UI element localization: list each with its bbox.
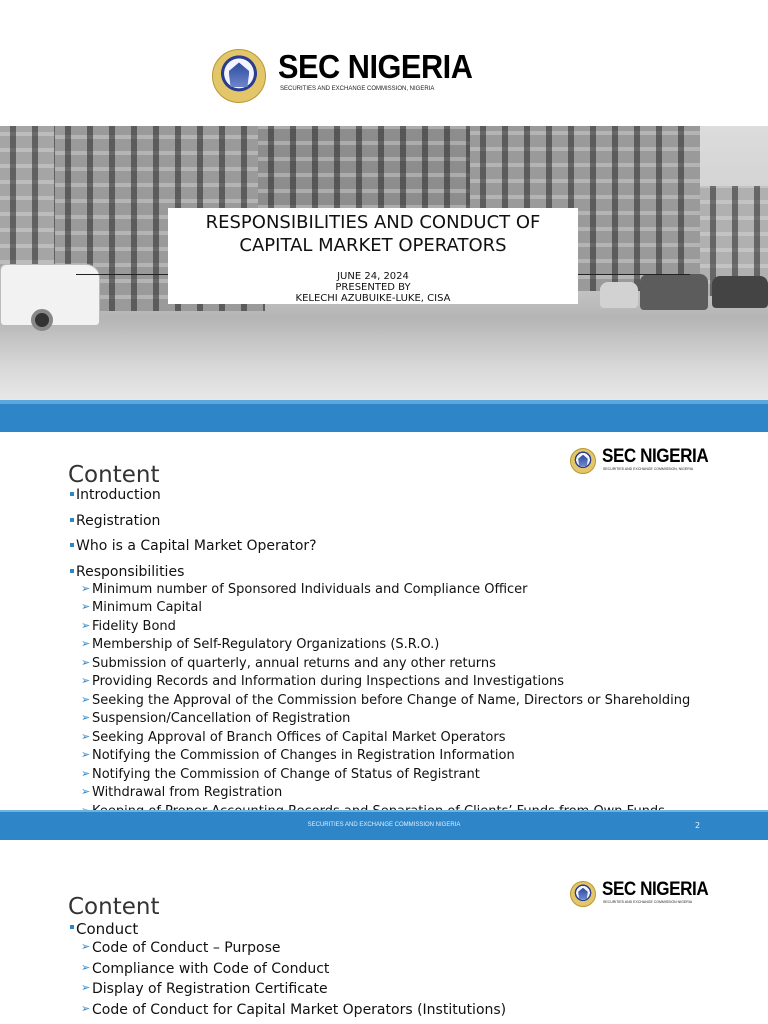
- bullet-list: [70, 920, 506, 1022]
- arrow-bullet-icon: ➢: [81, 692, 91, 706]
- sec-seal-icon: [570, 448, 596, 474]
- sub-list-item: ➢ Membership of Self-Regulatory Organizations (S.R.O.): [81, 637, 440, 652]
- bullet-list: [70, 487, 690, 841]
- title-line-1: RESPONSIBILITIES AND CONDUCT OF: [205, 212, 541, 233]
- sub-list-item: ➢ Minimum Capital: [81, 600, 202, 615]
- arrow-bullet-icon: ➢: [81, 618, 91, 632]
- slide-footer: [0, 810, 768, 840]
- sub-list-item: ➢ Seeking Approval of Branch Offices of Capital Market Operators: [81, 729, 506, 745]
- arrow-bullet-icon: ➢: [81, 785, 91, 798]
- arrow-bullet-icon: ➢: [81, 637, 91, 650]
- logo-subtitle: SECURITIES AND EXCHANGE COMMISSION NIGERIA: [603, 900, 693, 904]
- slide-heading: Content: [68, 462, 160, 488]
- title-slide: [0, 0, 768, 432]
- list-item: Introduction: [70, 487, 690, 513]
- list-item: Who is a Capital Market Operator?: [70, 538, 690, 564]
- logo-title: SEC NIGERIA: [602, 446, 709, 467]
- sec-seal-icon: [212, 49, 266, 103]
- logo-subtitle: SECURITIES AND EXCHANGE COMMISSION, NIGERIA: [280, 86, 435, 92]
- arrow-bullet-icon: ➢: [81, 655, 91, 669]
- sub-list-item: ➢ Providing Records and Information during Inspections and Investigations: [81, 674, 565, 689]
- sub-list-item: ➢ Code of Conduct – Purpose: [81, 940, 281, 956]
- blue-band: [0, 400, 768, 432]
- sub-list-item: ➢ Withdrawal from Registration: [81, 785, 283, 800]
- sec-seal-icon: [570, 881, 596, 907]
- list-item: Registration: [70, 513, 690, 539]
- content-slide-2: [0, 868, 768, 1024]
- logo-subtitle: SECURITIES AND EXCHANGE COMMISSION, NIGERIA: [603, 467, 694, 471]
- presentation-title: [168, 211, 578, 257]
- logo-title: SEC NIGERIA: [602, 879, 709, 900]
- sub-list-item: ➢ Suspension/Cancellation of Registration: [81, 711, 351, 726]
- slide-heading: Content: [68, 894, 160, 920]
- list-item: Conduct: [70, 920, 506, 940]
- sub-list-item: ➢ Fidelity Bond: [81, 618, 176, 634]
- arrow-bullet-icon: ➢: [81, 940, 91, 953]
- presentation-date: JUNE 24, 2024: [337, 271, 409, 282]
- arrow-bullet-icon: ➢: [81, 748, 91, 761]
- arrow-bullet-icon: ➢: [81, 960, 91, 974]
- arrow-bullet-icon: ➢: [81, 1001, 91, 1015]
- arrow-bullet-icon: ➢: [81, 711, 91, 724]
- footer-text: SECURITIES AND EXCHANGE COMMISSION NIGERIA: [307, 822, 461, 828]
- sub-list-item: ➢ Submission of quarterly, annual returns and any other returns: [81, 655, 496, 671]
- arrow-bullet-icon: ➢: [81, 729, 91, 743]
- title-box: [168, 208, 578, 304]
- logo-title: SEC NIGERIA: [278, 48, 473, 85]
- sub-list-item: ➢ Code of Conduct for Capital Market Operators (Institutions): [81, 1001, 507, 1018]
- list-item: Responsibilities: [70, 564, 690, 582]
- arrow-bullet-icon: ➢: [81, 766, 91, 780]
- page-number: 2: [695, 821, 701, 830]
- arrow-bullet-icon: ➢: [81, 581, 91, 595]
- sub-list-item: ➢ Notifying the Commission of Changes in Registration Information: [81, 748, 515, 763]
- arrow-bullet-icon: ➢: [81, 674, 91, 687]
- sub-list-item: ➢ Minimum number of Sponsored Individuals and Compliance Officer: [81, 581, 528, 597]
- sub-list-item: ➢ Seeking the Approval of the Commission before Change of Name, Directors or Shareholding: [81, 692, 691, 708]
- sub-list-item: ➢ Compliance with Code of Conduct: [81, 960, 330, 977]
- arrow-bullet-icon: ➢: [81, 600, 91, 613]
- title-line-2: CAPITAL MARKET OPERATORS: [239, 235, 507, 256]
- arrow-bullet-icon: ➢: [81, 981, 91, 994]
- sub-list-item: ➢ Notifying the Commission of Change of Status of Registrant: [81, 766, 480, 782]
- content-slide-1: [0, 436, 768, 866]
- presenter-name: KELECHI AZUBUIKE-LUKE, CISA: [295, 293, 451, 304]
- presented-by-label: PRESENTED BY: [335, 282, 411, 293]
- sub-list-item: ➢ Display of Registration Certificate: [81, 981, 328, 997]
